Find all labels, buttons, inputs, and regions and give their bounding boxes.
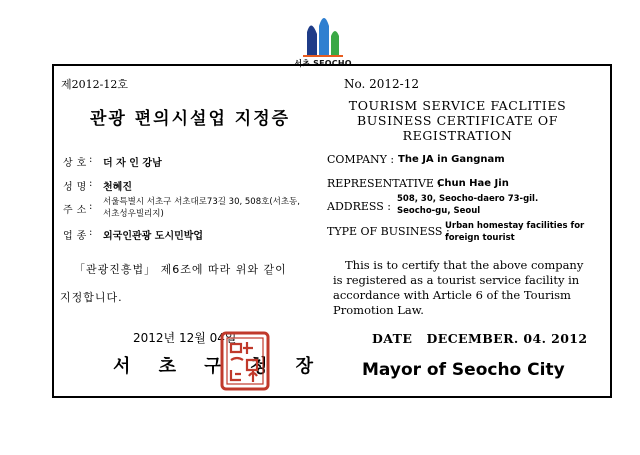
official-seal <box>219 330 271 392</box>
korean-address-line1: 서울특별시 서초구 서초대로73길 30, 508호(서초동, <box>103 197 300 207</box>
korean-body-line2: 지정합니다. <box>60 291 123 304</box>
korean-title: 관광 편의시설업 지정증 <box>90 109 291 129</box>
korean-label-company: 상호 <box>63 158 91 169</box>
english-certification-text <box>333 258 601 318</box>
korean-name-value: 천혜진 <box>103 182 132 193</box>
korean-label-business: 업종 <box>63 231 91 242</box>
english-title-line1: TOURISM SERVICE FACLITIES <box>348 98 567 113</box>
english-label-business-type: TYPE OF BUSINESS : <box>327 225 450 238</box>
english-address-line1: 508, 30, Seocho-daero 73-gil. <box>397 194 539 204</box>
korean-body-line1: 「관광진흥법」 제6조에 따라 위와 같이 <box>74 263 287 276</box>
seocho-logo <box>293 12 353 70</box>
english-business-type-line1: Urban homestay facilities for <box>445 221 585 231</box>
english-title-line2: BUSINESS CERTIFICATE OF <box>357 113 558 128</box>
english-date: DATE DECEMBER. 04. 2012 <box>372 331 588 346</box>
colon: : <box>89 154 93 165</box>
colon: : <box>89 201 93 212</box>
english-representative-value: Chun Hae Jin <box>437 178 509 189</box>
english-body-line2: is registered as a tourist service facility in <box>333 273 580 287</box>
english-cert-number: No. 2012-12 <box>344 77 420 91</box>
english-business-type-line2: foreign tourist <box>445 233 515 243</box>
english-label-address: ADDRESS : <box>327 200 391 213</box>
english-company-value: The JA in Gangnam <box>398 154 505 165</box>
english-title-line3: REGISTRATION <box>402 128 513 143</box>
seal-icon <box>219 330 271 392</box>
english-body-line1: This is to certify that the above company <box>345 258 584 272</box>
english-label-company: COMPANY : <box>327 153 395 166</box>
english-mayor: Mayor of Seocho City <box>362 360 565 380</box>
korean-label-name: 성명 <box>63 182 91 193</box>
korean-cert-number: 제2012-12호 <box>61 78 128 91</box>
korean-label-address: 주소 <box>63 205 91 216</box>
logo-text: 서초 SEOCHO <box>294 59 352 68</box>
korean-office: 서 초 구 청 장 <box>113 356 325 377</box>
english-body-line4: Promotion Law. <box>333 303 424 317</box>
colon: : <box>89 227 93 238</box>
korean-address-line2: 서초성우빌리지) <box>103 209 164 219</box>
korean-company-value: 더 자 인 강남 <box>103 158 162 169</box>
english-body-line3: accordance with Article 6 of the Tourism <box>333 288 571 302</box>
korean-date: 2012년 12월 04일 <box>133 331 237 345</box>
seocho-emblem-icon <box>293 12 353 58</box>
english-address-line2: Seocho-gu, Seoul <box>397 206 481 216</box>
english-label-representative: REPRESENTATIVE : <box>327 177 442 190</box>
korean-business-value: 외국인관광 도시민박업 <box>103 231 204 242</box>
colon: : <box>89 178 93 189</box>
english-title <box>330 98 585 143</box>
